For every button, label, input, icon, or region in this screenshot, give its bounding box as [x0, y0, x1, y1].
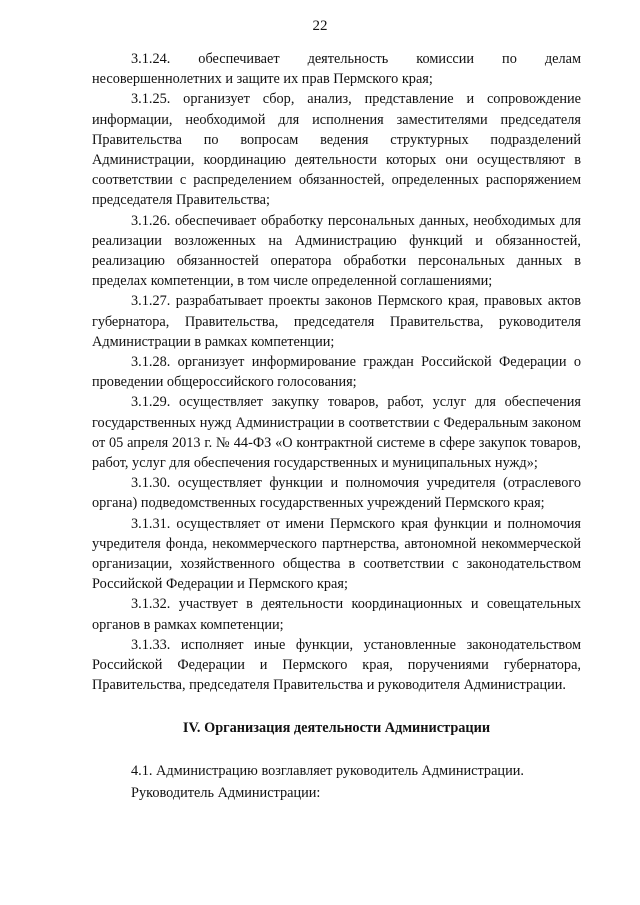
paragraph-3-1-30: 3.1.30. осуществляет функции и полномочия учредителя (отраслевого органа) подведомственных государственных учреждений Пермского края;	[92, 475, 581, 512]
paragraph-3-1-24: 3.1.24. обеспечивает деятельность комиссии по делам несовершеннолетних и защите их прав Пермского края;	[92, 51, 581, 88]
paragraph-3-1-32: 3.1.32. участвует в деятельности координационных и совещательных органов в рамках компетенции;	[92, 596, 581, 633]
paragraph-4-1: 4.1. Администрацию возглавляет руководитель Администрации.	[131, 762, 524, 779]
paragraph-3-1-25: 3.1.25. организует сбор, анализ, представление и сопровождение информации, необходимой для исполнения заместителями председателя Правительства по вопросам ведения структурных подразделений Администрации, координацию деятельности которых они осуществляют в соответствии с распределением обязанностей, определенных распоряжением председателя Правительства;	[92, 91, 581, 209]
paragraph-head-duties: Руководитель Администрации:	[131, 784, 321, 801]
section-heading: IV. Организация деятельности Администрации	[182, 719, 491, 736]
paragraph-3-1-27: 3.1.27. разрабатывает проекты законов Пермского края, правовых актов губернатора, Правительства, председателя Правительства, руководителя Администрации в рамках компетенции;	[92, 293, 581, 350]
page-number: 22	[312, 18, 328, 34]
paragraph-3-1-26: 3.1.26. обеспечивает обработку персональных данных, необходимых для реализации возложенных на Администрацию функций и обязанностей, реализацию обязанностей оператора обработки персональных данных в пределах компетенции, в том числе определенной соглашениями;	[92, 212, 581, 290]
document-body	[92, 49, 581, 803]
paragraph-3-1-31: 3.1.31. осуществляет от имени Пермского края функции и полномочия учредителя фонда, некоммерческого партнерства, автономной некоммерческой организации, хозяйственного общества в соответствии с законодательством Российской Федерации и Пермского края;	[92, 515, 581, 593]
paragraph-3-1-28: 3.1.28. организует информирование граждан Российской Федерации о проведении общероссийского голосования;	[92, 354, 581, 391]
paragraph-3-1-29: 3.1.29. осуществляет закупку товаров, работ, услуг для обеспечения государственных нужд Администрации в соответствии с Федеральным законом от 05 апреля 2013 г. № 44-ФЗ «О контрактной системе в сфере закупок товаров, работ, услуг для обеспечения государственных и муниципальных нужд»;	[92, 394, 581, 472]
paragraph-3-1-33: 3.1.33. исполняет иные функции, установленные законодательством Российской Федерации и Пермского края, поручениями губернатора, Правительства, председателя Правительства и руководителя Администрации.	[92, 636, 581, 694]
